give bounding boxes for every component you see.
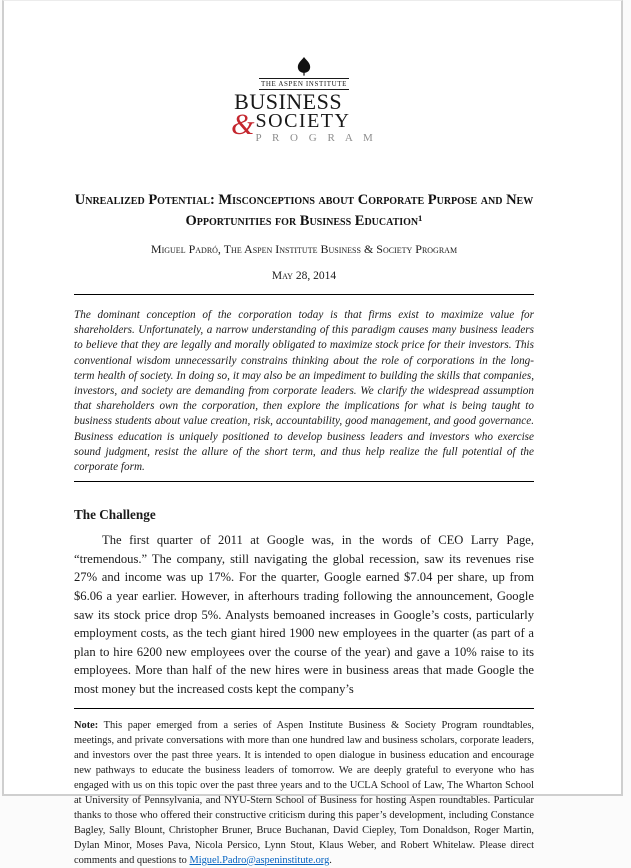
logo-wordmark — [231, 91, 377, 144]
logo-business-text: BUSINESS — [234, 89, 343, 114]
logo-masthead: THE ASPEN INSTITUTE — [260, 80, 348, 88]
divider-footnote — [74, 708, 534, 709]
footnote-body: This paper emerged from a series of Aspen Institute Business & Society Program roundtables, meetings, and private conversations with more than one hundred law and business scholars, corporate leaders, and investors over the past three years. It is intended to open dialogue in business education and encourage new pathways to educate the business leaders of tomorrow. We are deeply grateful to everyone who has engaged with us on this topic over the past three years and to the UCLA School of Law, The Wharton School at University of Pennsylvania, and NYU-Stern School of Business for hosting Aspen roundtables. Particular thanks to those who offered their constructive criticism during this paper’s development, including Constance Bagley, Sally Blount, Christopher Bruner, Bruce Buchanan, David Ciepley, Tom Donaldson, Roger Martin, Dylan Minor, Moses Pava, Nicola Persico, Lynn Stout, Klaus Weber, and Robert Whitelaw. Please direct comments and questions to — [74, 719, 534, 866]
paper-title: Unrealized Potential: Misconceptions about Corporate Purpose and New Opportunities for Business Education¹ — [74, 192, 534, 229]
logo-program-text: P R O G R A M — [255, 132, 377, 144]
footnote-text — [74, 718, 534, 868]
body-paragraph: The first quarter of 2011 at Google was, in the words of CEO Larry Page, “tremendous.” The company, still navigating the global recession, saw its revenues rise 27% and income was up 17%. For the quarter, Google earned $7.04 per share, up from $6.06 a year earlier. However, in afterhours trading following the announcement, Google saw its stock price drop 5%. Analysts bemoaned increases in Google’s costs, particularly employment costs, as the tech giant hired 1900 new employees in the quarter (as part of a plan to hire 6200 new employees over the course of the year) and gave a 10% raise to its employees. More than half of the new hires were in business areas that made Google the most money but the increased costs kept the company’s — [74, 533, 534, 696]
logo-society-text: SOCIETY — [255, 110, 351, 132]
paper-date: May 28, 2014 — [271, 270, 337, 282]
footnote-period: . — [329, 854, 332, 866]
logo-ampersand: & — [231, 108, 255, 141]
aspen-institute-logo — [74, 57, 534, 144]
divider-abstract-bottom — [74, 481, 534, 482]
email-link[interactable]: Miguel.Padro@aspeninstitute.org — [189, 854, 330, 866]
section-heading: The Challenge — [74, 507, 156, 523]
aspen-leaf-icon — [296, 57, 312, 76]
paper-author: Miguel Padró, The Aspen Institute Business & Society Program — [150, 242, 458, 256]
divider-top — [74, 294, 534, 295]
abstract-text: The dominant conception of the corporation today is that firms exist to maximize value for shareholders. Unfortunately, a narrow understanding of this paradigm causes many business leaders to believe that they are legally and morally obligated to maximize stock price for their investors. This conventional wisdom unnecessarily constrains thinking about the role of corporations in the long-term health of society. In doing so, it may also be an impediment to building the skills that companies, investors, and society are demanding from corporate leaders. We clarify the widespread assumption that shareholders own the corporation, then explore the implications for what is being taught to business students about value creation, risk, accountability, good management, and good governance. Business education is uniquely positioned to develop business leaders and investors who exercise sound judgment, resist the allure of the short term, and thus help realize the full potential of the corporate form. — [74, 309, 534, 474]
document-page — [2, 0, 623, 866]
footnote-label: Note: — [74, 719, 99, 731]
